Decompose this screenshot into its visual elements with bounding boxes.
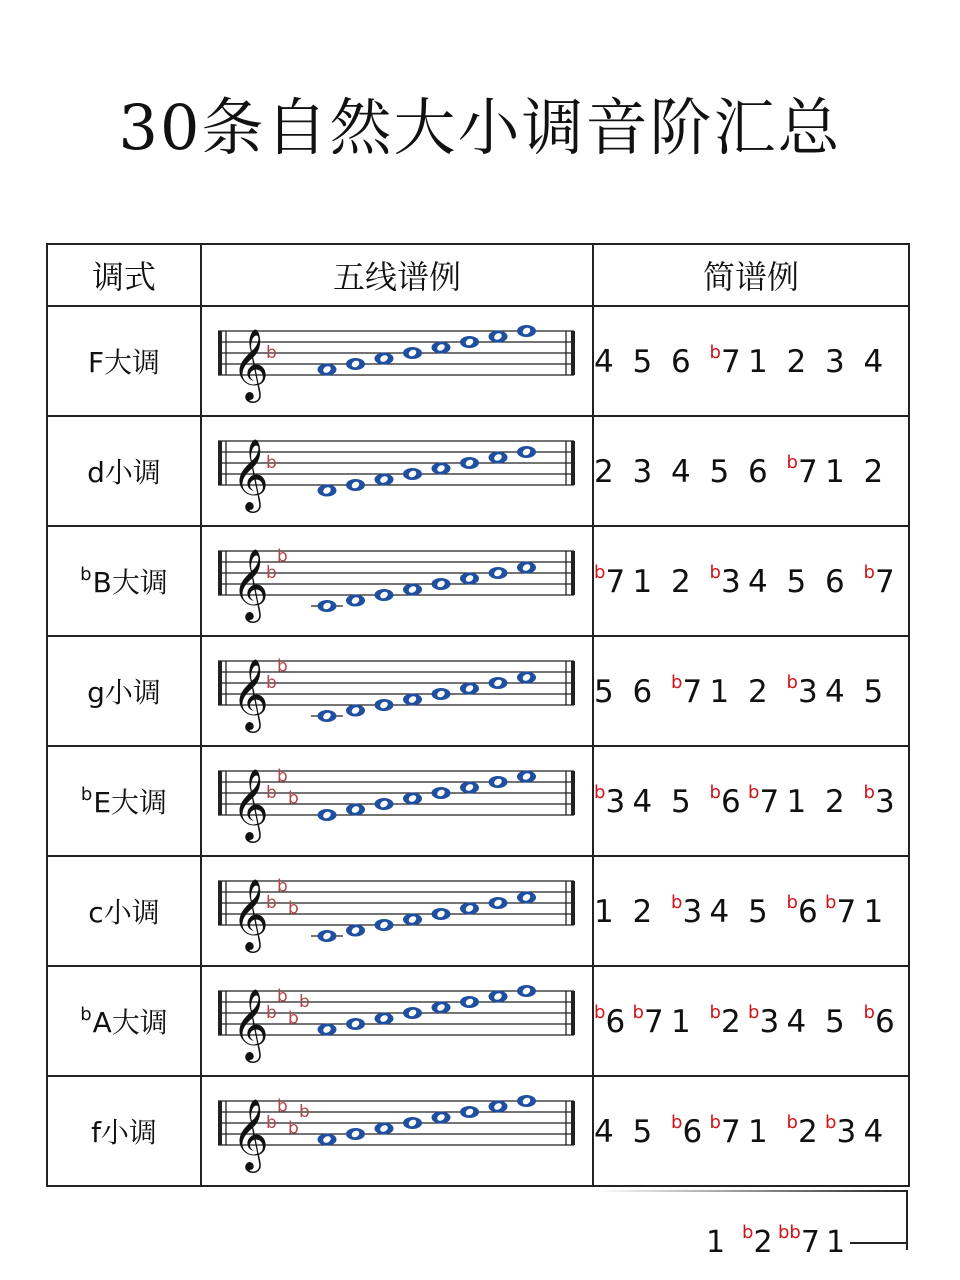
header-row bbox=[47, 244, 909, 306]
staff-notation bbox=[202, 749, 590, 853]
jianpu-digit: 7 bbox=[605, 564, 626, 600]
jianpu-note bbox=[594, 1114, 633, 1150]
key-name: A大调 bbox=[92, 1006, 168, 1039]
jianpu-flat: b bbox=[786, 452, 798, 473]
jianpu-digit: 4 bbox=[786, 1004, 807, 1040]
jianpu-flat: b bbox=[742, 1222, 754, 1243]
treble-clef-icon: 𝄞 bbox=[232, 657, 269, 730]
jianpu-note bbox=[594, 674, 633, 710]
jianpu-flat: b bbox=[671, 892, 683, 913]
jianpu-digit: 1 bbox=[863, 894, 884, 930]
jianpu-note bbox=[748, 454, 787, 490]
treble-clef-icon: 𝄞 bbox=[232, 547, 269, 620]
partial-next-row-jianpu bbox=[706, 1222, 862, 1260]
jianpu-note bbox=[594, 1002, 633, 1040]
jianpu-note bbox=[671, 1112, 710, 1150]
jianpu-note bbox=[633, 454, 672, 490]
jianpu-flat: b bbox=[594, 782, 606, 803]
scales-table bbox=[46, 243, 910, 1187]
key-name: g小调 bbox=[87, 676, 161, 709]
jianpu-digit: 3 bbox=[836, 1114, 857, 1150]
jianpu-note bbox=[825, 454, 864, 490]
jianpu-flat: b bbox=[748, 1002, 760, 1023]
jianpu-digit: 7 bbox=[759, 784, 780, 820]
jianpu-digit: 3 bbox=[632, 454, 653, 490]
scale-row bbox=[47, 1076, 909, 1186]
jianpu-note bbox=[787, 1112, 826, 1150]
jianpu-note bbox=[671, 564, 710, 600]
key-signature-flat: b bbox=[288, 788, 299, 809]
jianpu-digit: 5 bbox=[594, 674, 614, 710]
jianpu-cell bbox=[593, 636, 909, 746]
key-signature-flat: b bbox=[288, 1008, 299, 1029]
jianpu-digit: 1 bbox=[826, 1225, 846, 1260]
jianpu-note bbox=[633, 784, 672, 820]
jianpu-note bbox=[787, 672, 826, 710]
staff-notation bbox=[202, 969, 590, 1073]
key-flat-sign: b bbox=[80, 1004, 92, 1025]
jianpu-digit: 6 bbox=[605, 1004, 626, 1040]
jianpu-digit: 4 bbox=[594, 344, 614, 380]
key-name: F大调 bbox=[87, 346, 161, 379]
key-signature-flat: b bbox=[299, 1102, 310, 1122]
key-name: B大调 bbox=[92, 566, 168, 599]
jianpu-digit: 7 bbox=[874, 564, 895, 600]
key-flat-sign: b bbox=[80, 784, 93, 805]
jianpu-note bbox=[710, 454, 749, 490]
jianpu-digit: 2 bbox=[720, 1004, 741, 1040]
jianpu-note bbox=[748, 782, 787, 820]
jianpu-note bbox=[864, 562, 903, 600]
key-signature-flat: b bbox=[266, 343, 277, 363]
jianpu-note bbox=[710, 1112, 749, 1150]
jianpu-note bbox=[710, 782, 749, 820]
jianpu-digit: 7 bbox=[720, 344, 741, 380]
jianpu-digit: 2 bbox=[748, 674, 768, 710]
jianpu-flat: b bbox=[594, 1002, 606, 1023]
jianpu-digit: 5 bbox=[671, 784, 691, 820]
jianpu-digit: 6 bbox=[748, 454, 768, 490]
jianpu-flat: b bbox=[863, 782, 875, 803]
jianpu-digit: 7 bbox=[720, 1114, 741, 1150]
treble-clef-icon: 𝄞 bbox=[232, 437, 269, 510]
jianpu-digit: 1 bbox=[748, 344, 768, 380]
key-signature-flat: b bbox=[266, 563, 277, 583]
jianpu-note bbox=[671, 892, 710, 930]
jianpu-note bbox=[748, 674, 787, 710]
jianpu-digit: 2 bbox=[825, 784, 845, 820]
treble-clef-icon: 𝄞 bbox=[232, 987, 269, 1060]
jianpu-note bbox=[787, 452, 826, 490]
jianpu-digit: 4 bbox=[594, 1114, 614, 1150]
key-flat-sign: b bbox=[80, 564, 92, 585]
jianpu-note bbox=[825, 1112, 864, 1150]
jianpu-digit: 1 bbox=[706, 1225, 726, 1260]
jianpu-digit: 5 bbox=[825, 1004, 845, 1040]
key-signature-flat: b bbox=[277, 656, 288, 677]
staff-notation bbox=[202, 1079, 590, 1183]
scale-row bbox=[47, 746, 909, 856]
jianpu-flat: b bbox=[748, 782, 760, 803]
jianpu-digit: 2 bbox=[632, 894, 653, 930]
jianpu-flat: b bbox=[709, 562, 721, 583]
jianpu-digit: 7 bbox=[682, 674, 703, 710]
jianpu-note bbox=[825, 784, 864, 820]
jianpu-flat: bb bbox=[778, 1222, 801, 1243]
header-staff: 五线谱例 bbox=[201, 244, 593, 306]
jianpu-cell bbox=[593, 416, 909, 526]
jianpu-note bbox=[710, 1002, 749, 1040]
scale-row bbox=[47, 966, 909, 1076]
jianpu-digit: 3 bbox=[720, 564, 741, 600]
jianpu-digit: 6 bbox=[797, 894, 818, 930]
jianpu-note bbox=[825, 564, 864, 600]
jianpu-digit: 7 bbox=[643, 1004, 664, 1040]
jianpu-note bbox=[748, 344, 787, 380]
jianpu-digit: 4 bbox=[863, 344, 884, 380]
scale-row bbox=[47, 636, 909, 746]
staff-notation bbox=[202, 309, 590, 413]
key-signature-flat: b bbox=[266, 673, 277, 693]
jianpu-digit: 3 bbox=[605, 784, 626, 820]
jianpu-note bbox=[864, 1114, 903, 1150]
scale-row bbox=[47, 526, 909, 636]
key-name: f小调 bbox=[91, 1116, 157, 1149]
jianpu-digit: 3 bbox=[874, 784, 895, 820]
staff-cell bbox=[201, 636, 593, 746]
jianpu-flat: b bbox=[671, 672, 683, 693]
treble-clef-icon: 𝄞 bbox=[232, 877, 269, 950]
treble-clef-icon: 𝄞 bbox=[232, 327, 269, 400]
jianpu-digit: 5 bbox=[632, 344, 653, 380]
key-signature-flat: b bbox=[266, 453, 277, 473]
key-signature-flat: b bbox=[266, 783, 277, 803]
jianpu-note bbox=[710, 894, 749, 930]
jianpu-digit: 2 bbox=[753, 1225, 773, 1260]
jianpu-cell bbox=[593, 526, 909, 636]
jianpu-note bbox=[710, 342, 749, 380]
jianpu-note bbox=[825, 892, 864, 930]
jianpu-digit: 5 bbox=[709, 454, 730, 490]
jianpu-flat: b bbox=[786, 892, 798, 913]
jianpu-digit: 5 bbox=[632, 1114, 653, 1150]
jianpu-flat: b bbox=[594, 562, 606, 583]
jianpu-note bbox=[710, 562, 749, 600]
jianpu-digit: 3 bbox=[825, 344, 845, 380]
key-signature-flat: b bbox=[288, 898, 299, 919]
jianpu-note bbox=[594, 782, 633, 820]
staff-cell bbox=[201, 746, 593, 856]
jianpu-note bbox=[633, 894, 672, 930]
key-name: c小调 bbox=[88, 896, 160, 929]
jianpu-flat: b bbox=[709, 1112, 721, 1133]
jianpu-note bbox=[778, 1222, 826, 1260]
jianpu-digit: 1 bbox=[671, 1004, 691, 1040]
jianpu-digit: 4 bbox=[671, 454, 691, 490]
jianpu-digit: 6 bbox=[632, 674, 653, 710]
jianpu-cell bbox=[593, 306, 909, 416]
key-name: d小调 bbox=[87, 456, 161, 489]
header-jianpu: 简谱例 bbox=[593, 244, 909, 306]
key-signature-flat: b bbox=[277, 546, 288, 567]
staff-cell bbox=[201, 1076, 593, 1186]
jianpu-digit: 1 bbox=[709, 674, 730, 710]
jianpu-cell bbox=[593, 966, 909, 1076]
staff-cell bbox=[201, 966, 593, 1076]
mode-cell bbox=[47, 416, 201, 526]
jianpu-note bbox=[864, 674, 903, 710]
jianpu-digit: 7 bbox=[797, 454, 818, 490]
jianpu-note bbox=[864, 344, 903, 380]
jianpu-flat: b bbox=[825, 892, 837, 913]
jianpu-cell bbox=[593, 746, 909, 856]
jianpu-digit: 4 bbox=[632, 784, 653, 820]
key-signature-flat: b bbox=[277, 986, 288, 1007]
jianpu-note bbox=[633, 564, 672, 600]
staff-notation bbox=[202, 529, 590, 633]
jianpu-note bbox=[825, 1004, 864, 1040]
jianpu-cell bbox=[593, 1076, 909, 1186]
mode-cell bbox=[47, 1076, 201, 1186]
jianpu-note bbox=[706, 1225, 742, 1260]
jianpu-note bbox=[748, 1002, 787, 1040]
staff-cell bbox=[201, 306, 593, 416]
jianpu-digit: 6 bbox=[874, 1004, 895, 1040]
staff-notation bbox=[202, 639, 590, 743]
jianpu-note bbox=[748, 1114, 787, 1150]
staff-cell bbox=[201, 526, 593, 636]
key-signature-flat: b bbox=[266, 1003, 277, 1023]
jianpu-digit: 3 bbox=[682, 894, 703, 930]
jianpu-note bbox=[787, 344, 826, 380]
jianpu-flat: b bbox=[671, 1112, 683, 1133]
jianpu-note bbox=[594, 344, 633, 380]
staff-cell bbox=[201, 416, 593, 526]
jianpu-note bbox=[864, 782, 903, 820]
key-signature-flat: b bbox=[277, 766, 288, 787]
jianpu-note bbox=[742, 1222, 778, 1260]
jianpu-digit: 2 bbox=[797, 1114, 818, 1150]
jianpu-note bbox=[633, 1114, 672, 1150]
jianpu-digit: 4 bbox=[748, 564, 768, 600]
key-signature-flat: b bbox=[277, 876, 288, 897]
jianpu-note bbox=[594, 454, 633, 490]
jianpu-note bbox=[671, 1004, 710, 1040]
jianpu-digit: 6 bbox=[682, 1114, 703, 1150]
jianpu-note bbox=[594, 894, 633, 930]
jianpu-flat: b bbox=[786, 672, 798, 693]
jianpu-flat: b bbox=[709, 782, 721, 803]
jianpu-digit: 6 bbox=[720, 784, 741, 820]
jianpu-digit: 7 bbox=[800, 1225, 820, 1260]
key-name: E大调 bbox=[93, 786, 168, 819]
jianpu-digit: 6 bbox=[671, 344, 691, 380]
jianpu-note bbox=[748, 894, 787, 930]
cut-off-line bbox=[906, 1190, 908, 1250]
mode-cell bbox=[47, 306, 201, 416]
key-signature-flat: b bbox=[288, 1118, 299, 1139]
staff-notation bbox=[202, 859, 590, 963]
jianpu-digit: 5 bbox=[863, 674, 884, 710]
jianpu-digit: 4 bbox=[825, 674, 845, 710]
jianpu-digit: 2 bbox=[863, 454, 884, 490]
jianpu-note bbox=[671, 454, 710, 490]
treble-clef-icon: 𝄞 bbox=[232, 1097, 269, 1170]
jianpu-note bbox=[633, 1002, 672, 1040]
jianpu-note bbox=[864, 454, 903, 490]
jianpu-flat: b bbox=[786, 1112, 798, 1133]
page-title: 30条自然大小调音阶汇总 bbox=[118, 91, 842, 164]
cut-off-line bbox=[850, 1242, 906, 1244]
jianpu-digit: 1 bbox=[825, 454, 845, 490]
jianpu-digit: 1 bbox=[748, 1114, 768, 1150]
jianpu-note bbox=[787, 564, 826, 600]
key-signature-flat: b bbox=[266, 893, 277, 913]
jianpu-note bbox=[864, 1002, 903, 1040]
cut-off-line bbox=[596, 1190, 908, 1192]
jianpu-note bbox=[864, 894, 903, 930]
staff-cell bbox=[201, 856, 593, 966]
jianpu-note bbox=[787, 1004, 826, 1040]
jianpu-digit: 1 bbox=[786, 784, 807, 820]
scale-row bbox=[47, 416, 909, 526]
jianpu-note bbox=[633, 344, 672, 380]
jianpu-flat: b bbox=[632, 1002, 644, 1023]
jianpu-digit: 7 bbox=[836, 894, 857, 930]
jianpu-note bbox=[710, 674, 749, 710]
jianpu-digit: 5 bbox=[748, 894, 768, 930]
jianpu-flat: b bbox=[825, 1112, 837, 1133]
jianpu-note bbox=[787, 892, 826, 930]
jianpu-digit: 4 bbox=[709, 894, 730, 930]
jianpu-flat: b bbox=[709, 1002, 721, 1023]
jianpu-note bbox=[633, 674, 672, 710]
jianpu-note bbox=[594, 562, 633, 600]
header-mode: 调式 bbox=[47, 244, 201, 306]
mode-cell bbox=[47, 966, 201, 1076]
jianpu-digit: 6 bbox=[825, 564, 845, 600]
jianpu-digit: 4 bbox=[863, 1114, 884, 1150]
jianpu-cell bbox=[593, 856, 909, 966]
mode-cell bbox=[47, 636, 201, 746]
jianpu-note bbox=[671, 672, 710, 710]
jianpu-digit: 2 bbox=[671, 564, 691, 600]
key-signature-flat: b bbox=[277, 1096, 288, 1117]
mode-cell bbox=[47, 746, 201, 856]
jianpu-note bbox=[671, 784, 710, 820]
jianpu-note bbox=[825, 674, 864, 710]
jianpu-flat: b bbox=[863, 1002, 875, 1023]
key-signature-flat: b bbox=[299, 992, 310, 1012]
scale-row bbox=[47, 856, 909, 966]
jianpu-note bbox=[825, 344, 864, 380]
scale-row bbox=[47, 306, 909, 416]
mode-cell bbox=[47, 856, 201, 966]
jianpu-flat: b bbox=[709, 342, 721, 363]
jianpu-digit: 1 bbox=[594, 894, 614, 930]
jianpu-digit: 1 bbox=[632, 564, 653, 600]
jianpu-digit: 5 bbox=[786, 564, 807, 600]
jianpu-digit: 3 bbox=[797, 674, 818, 710]
mode-cell bbox=[47, 526, 201, 636]
staff-notation bbox=[202, 419, 590, 523]
jianpu-note bbox=[671, 344, 710, 380]
key-signature-flat: b bbox=[266, 1113, 277, 1133]
jianpu-note bbox=[787, 784, 826, 820]
jianpu-digit: 2 bbox=[786, 344, 807, 380]
treble-clef-icon: 𝄞 bbox=[232, 767, 269, 840]
jianpu-note bbox=[748, 564, 787, 600]
jianpu-digit: 3 bbox=[759, 1004, 780, 1040]
jianpu-digit: 2 bbox=[594, 454, 614, 490]
jianpu-flat: b bbox=[863, 562, 875, 583]
